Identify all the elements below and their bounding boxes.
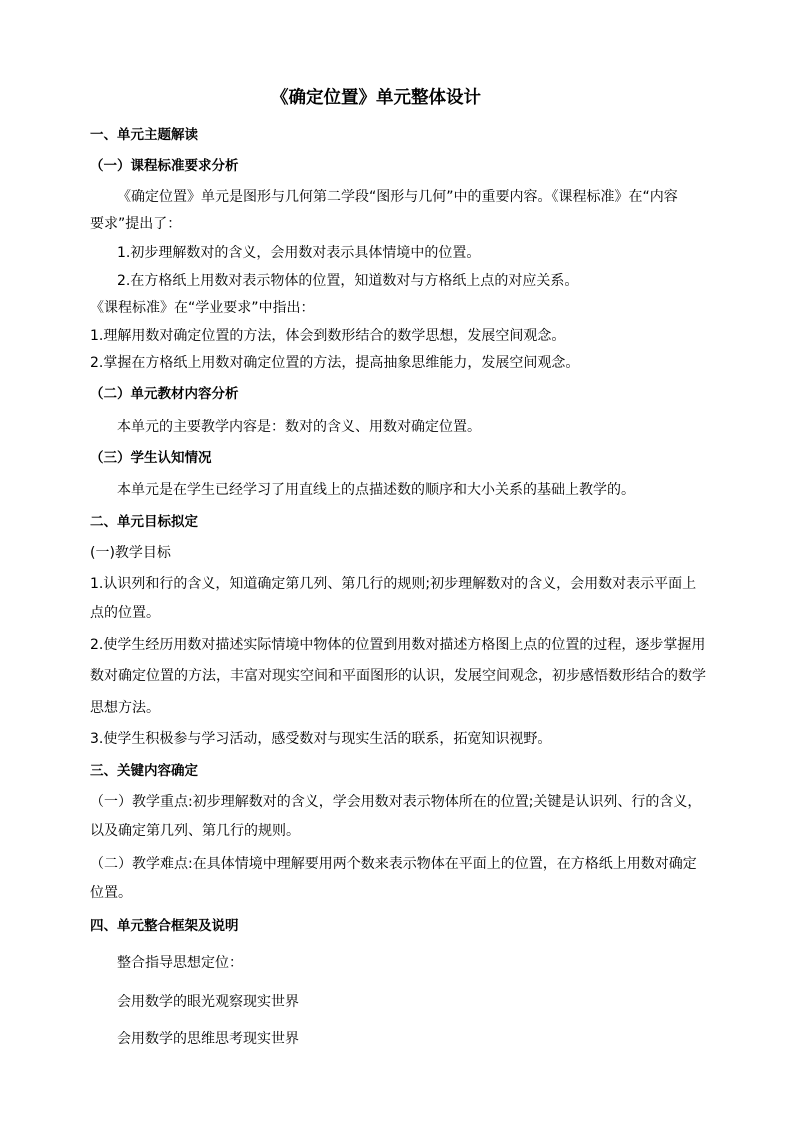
paragraph-line: 会用数学的眼光观察现实世界 xyxy=(117,994,299,1010)
section-heading: 四、单元整合框架及说明 xyxy=(90,918,239,934)
section-heading: 一、单元主题解读 xyxy=(90,127,198,143)
list-item: 2.掌握在方格纸上用数对确定位置的方法，提高抽象思维能力，发展空间观念。 xyxy=(90,355,580,371)
section-heading: 二、单元目标拟定 xyxy=(90,514,198,530)
paragraph-line: 《课程标准》在“学业要求”中指出： xyxy=(90,300,315,316)
paragraph-line: 思想方法。 xyxy=(90,700,160,716)
page-title: 《确定位置》单元整体设计 xyxy=(271,88,481,108)
paragraph-line: 数对确定位置的方法，丰富对现实空间和平面图形的认识，发展空间观念，初步感悟数形结合的数学 xyxy=(90,668,706,684)
paragraph-line: 3.使学生积极参与学习活动，感受数对与现实生活的联系，拓宽知识视野。 xyxy=(90,731,552,747)
paragraph-line: 以及确定第几列、第几行的规则。 xyxy=(90,823,300,839)
paragraph-line: 2.使学生经历用数对描述实际情境中物体的位置到用数对描述方格图上点的位置的过程，逐步掌握用 xyxy=(90,637,706,653)
list-item: 1.初步理解数对的含义，会用数对表示具体情境中的位置。 xyxy=(117,245,481,261)
paragraph-line: 会用数学的思维思考现实世界 xyxy=(117,1031,299,1047)
paragraph-line: 《确定位置》单元是图形与几何第二学段“图形与几何”中的重要内容。《课程标准》在“内容 xyxy=(117,189,678,205)
paragraph-line: 整合指导思想定位： xyxy=(117,955,243,971)
subsection-heading: （三）学生认知情况 xyxy=(90,450,212,466)
paragraph-line: 要求”提出了： xyxy=(90,216,182,232)
paragraph-line: 本单元的主要教学内容是：数对的含义、用数对确定位置。 xyxy=(117,419,481,435)
paragraph-line: 1.认识列和行的含义，知道确定第几列、第几行的规则;初步理解数对的含义，会用数对表示平面上 xyxy=(90,576,697,592)
list-item: 2.在方格纸上用数对表示物体的位置，知道数对与方格纸上点的对应关系。 xyxy=(117,273,579,289)
paragraph-line: 本单元是在学生已经学习了用直线上的点描述数的顺序和大小关系的基础上教学的。 xyxy=(117,482,635,498)
paragraph-line: 点的位置。 xyxy=(90,605,160,621)
paragraph-line: 位置。 xyxy=(90,885,132,901)
subsection-heading: （二）单元教材内容分析 xyxy=(90,386,239,402)
section-heading: 三、关键内容确定 xyxy=(90,763,198,779)
subsection-heading: （一）课程标准要求分析 xyxy=(90,158,239,174)
paragraph-line: （二）教学难点:在具体情境中理解要用两个数来表示物体在平面上的位置，在方格纸上用数对确定 xyxy=(90,856,697,872)
subsection-heading: (一)教学目标 xyxy=(90,545,171,561)
paragraph-line: （一）教学重点:初步理解数对的含义，学会用数对表示物体所在的位置;关键是认识列、行的含义， xyxy=(90,794,702,810)
list-item: 1.理解用数对确定位置的方法，体会到数形结合的数学思想，发展空间观念。 xyxy=(90,328,566,344)
